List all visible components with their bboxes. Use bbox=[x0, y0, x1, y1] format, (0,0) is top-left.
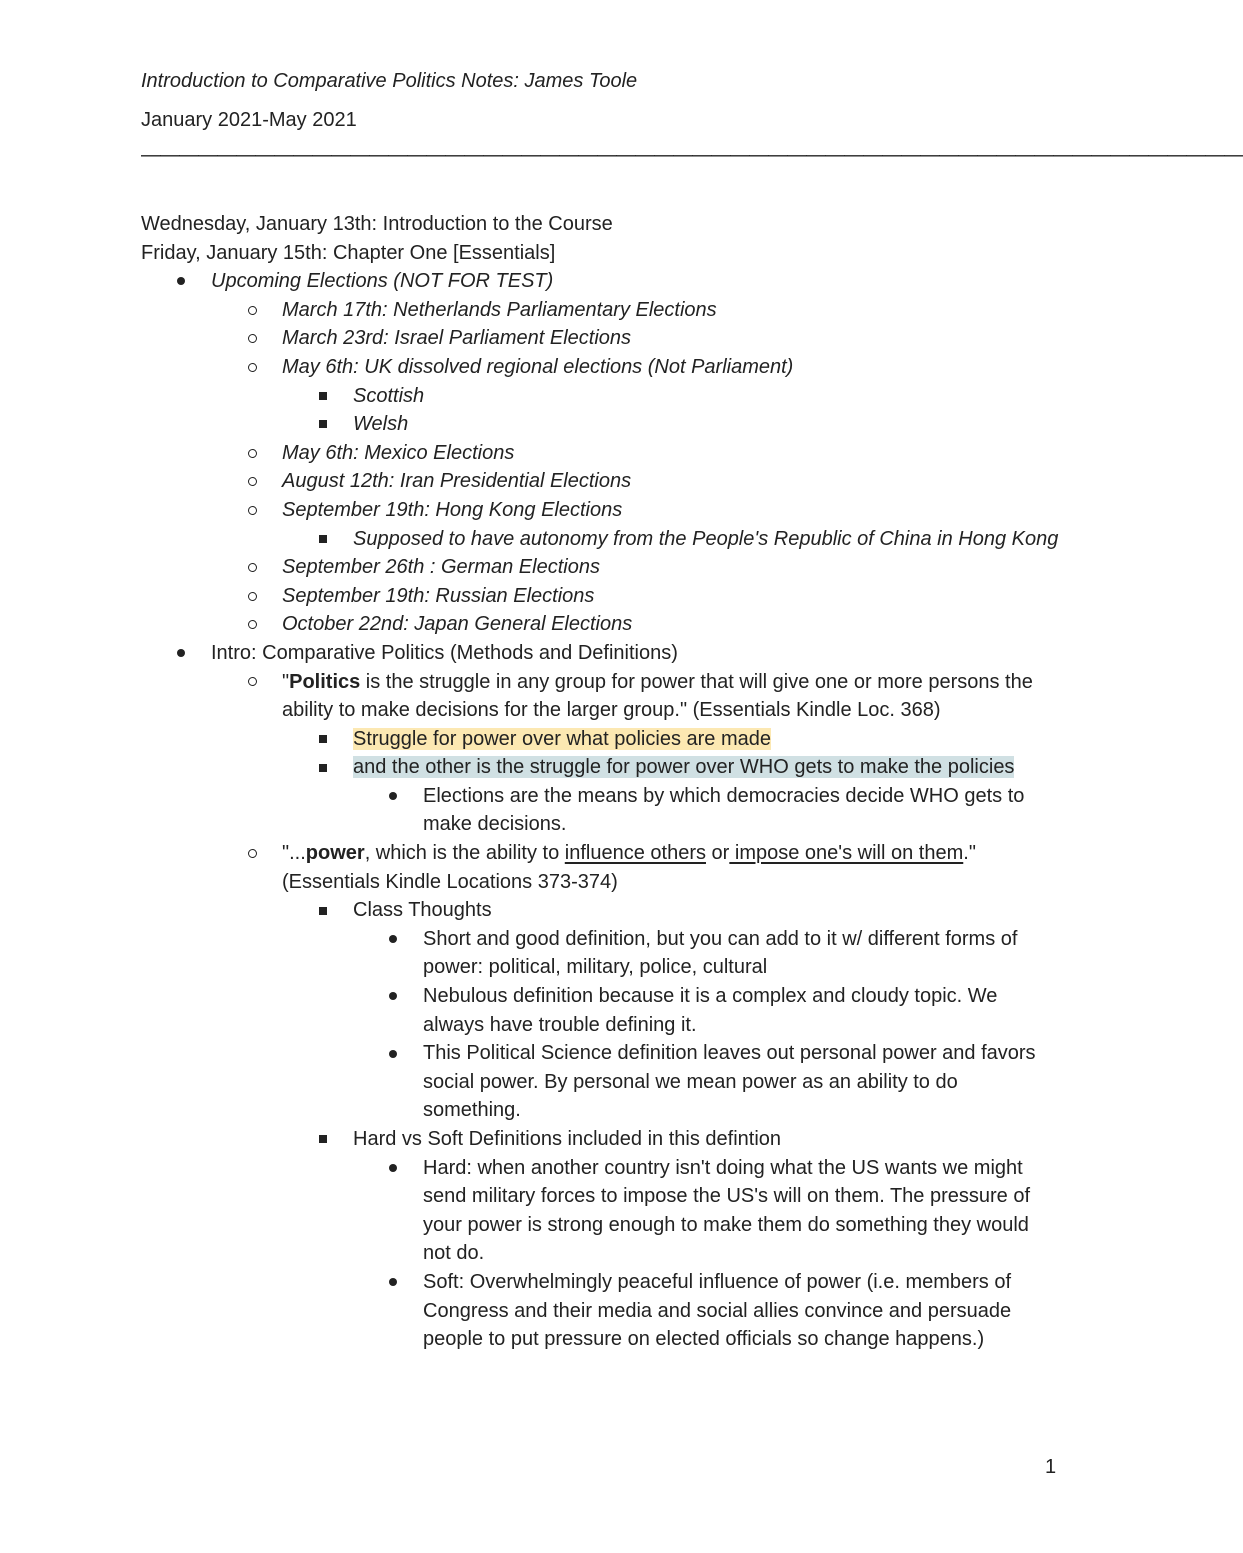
election-netherlands: March 17th: Netherlands Parliamentary Elections bbox=[282, 298, 717, 321]
list-item bbox=[141, 382, 1061, 411]
circle-bullet-icon bbox=[248, 496, 257, 525]
list-item bbox=[141, 839, 1061, 896]
circle-bullet-icon bbox=[248, 582, 257, 611]
politics-term: Politics bbox=[289, 670, 361, 693]
thought-2: Nebulous definition because it is a complex and cloudy topic. We always have trouble defining it. bbox=[423, 985, 998, 1036]
disc-bullet-icon bbox=[389, 782, 397, 811]
disc-bullet-icon bbox=[177, 267, 185, 296]
list-item bbox=[141, 267, 1061, 296]
notes-body bbox=[141, 210, 1061, 1354]
hard-vs-soft: Hard vs Soft Definitions included in this defintion bbox=[353, 1128, 782, 1150]
list-item bbox=[141, 668, 1061, 725]
list-item bbox=[141, 925, 1061, 982]
disc-bullet-icon bbox=[389, 982, 397, 1011]
election-germany: September 26th : German Elections bbox=[282, 556, 600, 579]
list-item bbox=[141, 439, 1061, 468]
election-israel: March 23rd: Israel Parliament Elections bbox=[282, 327, 632, 350]
square-bullet-icon bbox=[319, 1125, 327, 1154]
circle-bullet-icon bbox=[248, 324, 257, 353]
square-bullet-icon bbox=[319, 525, 327, 554]
election-russia: September 19th: Russian Elections bbox=[282, 584, 595, 607]
power-definition-mid: , which is the ability to bbox=[364, 842, 565, 865]
highlight-struggle-who: and the other is the struggle for power over WHO gets to make the policies bbox=[353, 756, 1015, 779]
hard-power: Hard: when another country isn't doing what the US wants we might send military forces to impose the US's will on them. The pressure of your power is strong enough to make them do something they would not do. bbox=[423, 1156, 1031, 1265]
circle-bullet-icon bbox=[248, 610, 257, 639]
list-item bbox=[141, 753, 1061, 782]
square-bullet-icon bbox=[319, 896, 327, 925]
list-item bbox=[141, 1039, 1061, 1125]
list-item bbox=[141, 982, 1061, 1039]
circle-bullet-icon bbox=[248, 467, 257, 496]
square-bullet-icon bbox=[319, 410, 327, 439]
document-dates: January 2021-May 2021 bbox=[141, 109, 357, 131]
election-hongkong: September 19th: Hong Kong Elections bbox=[282, 498, 623, 521]
schedule-wednesday: Wednesday, January 13th: Introduction to the Course bbox=[141, 213, 613, 235]
elections-means: Elections are the means by which democracies decide WHO gets to make decisions. bbox=[423, 784, 1025, 836]
list-item bbox=[141, 467, 1061, 496]
list-item bbox=[141, 525, 1061, 554]
election-japan: October 22nd: Japan General Elections bbox=[282, 613, 633, 636]
politics-quote-open: " bbox=[282, 670, 290, 693]
election-mexico: May 6th: Mexico Elections bbox=[282, 441, 515, 464]
notes-outline bbox=[141, 267, 1061, 1354]
disc-bullet-icon bbox=[389, 925, 397, 954]
schedule-friday: Friday, January 15th: Chapter One [Essentials] bbox=[141, 241, 556, 264]
list-item bbox=[141, 725, 1061, 754]
election-uk-welsh: Welsh bbox=[353, 413, 409, 436]
circle-bullet-icon bbox=[248, 553, 257, 582]
circle-bullet-icon bbox=[248, 839, 257, 868]
election-uk-scottish: Scottish bbox=[353, 384, 425, 407]
circle-bullet-icon bbox=[248, 353, 257, 382]
list-item bbox=[141, 1154, 1061, 1268]
election-hongkong-note: Supposed to have autonomy from the People's Republic of China in Hong Kong bbox=[353, 527, 1059, 550]
elections-heading: Upcoming Elections (NOT FOR TEST) bbox=[211, 270, 554, 293]
soft-power: Soft: Overwhelmingly peaceful influence of power (i.e. members of Congress and their media and social allies convince and persuade people to put pressure on elected officials so change happens.) bbox=[423, 1270, 1012, 1351]
document-title: Introduction to Comparative Politics Notes: James Toole bbox=[141, 70, 638, 92]
thought-1: Short and good definition, but you can add to it w/ different forms of power: political, military, police, cultural bbox=[423, 927, 1018, 979]
power-or: or bbox=[705, 842, 730, 865]
disc-bullet-icon bbox=[389, 1039, 397, 1068]
square-bullet-icon bbox=[319, 753, 327, 782]
list-item bbox=[141, 582, 1061, 611]
page-number: 1 bbox=[1045, 1456, 1057, 1478]
circle-bullet-icon bbox=[248, 296, 257, 325]
list-item bbox=[141, 296, 1061, 325]
circle-bullet-icon bbox=[248, 439, 257, 468]
list-item bbox=[141, 896, 1061, 925]
power-term: power bbox=[305, 842, 365, 865]
power-underline-impose: impose one's will on them bbox=[729, 842, 964, 865]
intro-heading: Intro: Comparative Politics (Methods and Definitions) bbox=[211, 641, 678, 664]
list-item bbox=[141, 610, 1061, 639]
thought-3: This Political Science definition leaves out personal power and favors social power. By personal we mean power as an ability to do something. bbox=[423, 1042, 1036, 1122]
list-item bbox=[141, 496, 1061, 525]
list-item bbox=[141, 639, 1061, 668]
power-definition-end: ." (Essentials Kindle Locations 373-374) bbox=[282, 842, 976, 893]
list-item bbox=[141, 782, 1061, 839]
election-iran: August 12th: Iran Presidential Elections bbox=[282, 470, 632, 493]
disc-bullet-icon bbox=[389, 1154, 397, 1183]
disc-bullet-icon bbox=[177, 639, 185, 668]
class-thoughts: Class Thoughts bbox=[353, 899, 492, 922]
list-item bbox=[141, 324, 1061, 353]
list-item bbox=[141, 353, 1061, 382]
disc-bullet-icon bbox=[389, 1268, 397, 1297]
list-item bbox=[141, 1125, 1061, 1154]
horizontal-rule: —————————————————————————————————————————————————————————— bbox=[141, 144, 1243, 166]
list-item bbox=[141, 410, 1061, 439]
power-underline-influence: influence others bbox=[564, 842, 706, 865]
politics-definition: is the struggle in any group for power that will give one or more persons the ability to make decisions for the larger group." (Essentials Kindle Loc. 368) bbox=[282, 670, 1033, 722]
election-uk: May 6th: UK dissolved regional elections (Not Parliament) bbox=[282, 355, 794, 378]
square-bullet-icon bbox=[319, 382, 327, 411]
list-item bbox=[141, 1268, 1061, 1354]
highlight-struggle-policies: Struggle for power over what policies are made bbox=[353, 727, 771, 750]
square-bullet-icon bbox=[319, 725, 327, 754]
power-quote-open: "... bbox=[282, 842, 306, 865]
list-item bbox=[141, 553, 1061, 582]
circle-bullet-icon bbox=[248, 668, 257, 697]
